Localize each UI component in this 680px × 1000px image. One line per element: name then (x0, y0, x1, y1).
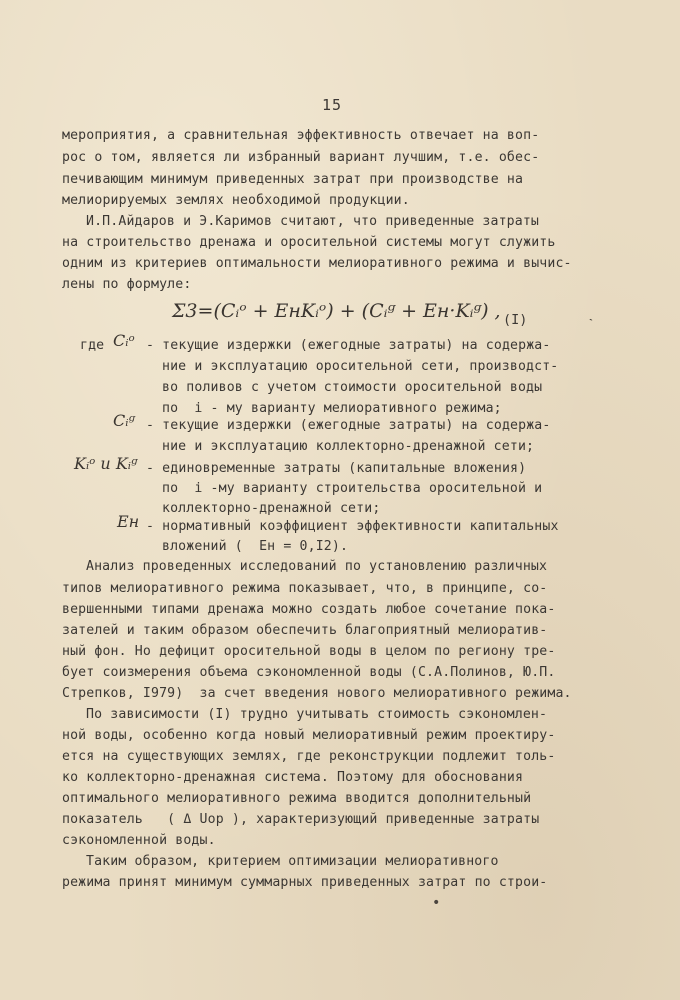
paragraph-4-line: ко коллекторно-дренажная система. Поэтому для обоснования (62, 770, 524, 785)
definition-4-line: - нормативный коэффициент эффективности капитальных (146, 519, 559, 534)
definition-2-line: ние и эксплуатацию коллекторно-дренажной сети; (162, 439, 535, 454)
paragraph-5-line: Таким образом, критерием оптимизации мелиоративного (86, 854, 499, 869)
paragraph-1-line: мероприятия, а сравнительная эффективность отвечает на воп- (62, 128, 540, 143)
ink-dot: • (432, 895, 441, 911)
symbol-k-o-and-k-g: Kᵢᵒ и Kᵢᵍ (74, 454, 138, 473)
formula-number: (I) (503, 312, 528, 328)
symbol-e-n: Eн (117, 512, 140, 531)
definition-1-line: во поливов с учетом стоимости оросительной воды (162, 380, 543, 395)
paragraph-1-line: мелиорируемых землях необходимой продукции. (62, 193, 410, 208)
stray-mark: ˋ (586, 315, 602, 334)
paragraph-3-line: вершенными типами дренажа можно создать любое сочетание пока- (62, 602, 556, 617)
paragraph-2-line: на строительство дренажа и оросительной системы могут служить (62, 235, 556, 250)
paragraph-3-line: бует соизмерения объема сэкономленной воды (С.А.Полинов, Ю.П. (62, 665, 556, 680)
definition-3-line: по i -му варианту строительства оросительной и (162, 481, 543, 496)
paragraph-2-line: одним из критериев оптимальности мелиоративного режима и вычис- (62, 256, 572, 271)
paragraph-1-line: печивающим минимум приведенных затрат при производстве на (62, 172, 524, 187)
paragraph-3-line: зателей и таким образом обеспечить благоприятный мелиоратив- (62, 623, 548, 638)
paragraph-4-line: ется на существующих землях, где реконструкции подлежит толь- (62, 749, 556, 764)
definition-3-line: коллекторно-дренажной сети; (162, 501, 381, 516)
definition-1-line: ние и эксплуатацию оросительной сети, производст- (162, 359, 559, 374)
paragraph-3-line: типов мелиоративного режима показывает, что, в принципе, со- (62, 581, 548, 596)
paragraph-3-line: ный фон. Но дефицит оросительной воды в целом по региону тре- (62, 644, 556, 659)
paragraph-3-line: Стрепков, I979) за счет введения нового мелиоративного режима. (62, 686, 572, 701)
symbol-c-g: Cᵢᵍ (113, 411, 135, 430)
paragraph-4-line: По зависимости (I) трудно учитывать стоимость сэкономлен- (86, 707, 548, 722)
paragraph-4-line: сэкономленной воды. (62, 833, 216, 848)
paragraph-3-line: Анализ проведенных исследований по установлению различных (86, 559, 548, 574)
formula-expression: Σ3=(Cᵢᵒ + EнKᵢᵒ) + (Cᵢᵍ + Eн·Kᵢᵍ) , (172, 300, 501, 322)
definition-where-label: где (80, 338, 105, 353)
paragraph-4-line: показатель ( Δ Uор ), характеризующий приведенные затраты (62, 812, 540, 827)
paragraph-4-line: оптимального мелиоративного режима вводится дополнительный (62, 791, 532, 806)
paragraph-2-line: лены по формуле: (62, 277, 192, 292)
definition-3-line: - единовременные затраты (капитальные вложения) (146, 461, 527, 476)
definition-1-line: по i - му варианту мелиоративного режима; (162, 401, 502, 416)
paragraph-5-line: режима принят минимум суммарных приведенных затрат по строи- (62, 875, 548, 890)
page-number: 15 (322, 96, 343, 114)
symbol-c-o: Cᵢᵒ (113, 331, 135, 350)
paragraph-2-line: И.П.Айдаров и Э.Каримов считают, что приведенные затраты (86, 214, 540, 229)
definition-4-line: вложений ( Eн = 0,I2). (162, 539, 349, 554)
definition-2-line: - текущие издержки (ежегодные затраты) на содержа- (146, 418, 551, 433)
paragraph-1-line: рос о том, является ли избранный вариант лучшим, т.е. обес- (62, 150, 540, 165)
paragraph-4-line: ной воды, особенно когда новый мелиоративный режим проектиру- (62, 728, 556, 743)
definition-1-line: - текущие издержки (ежегодные затраты) на содержа- (146, 338, 551, 353)
